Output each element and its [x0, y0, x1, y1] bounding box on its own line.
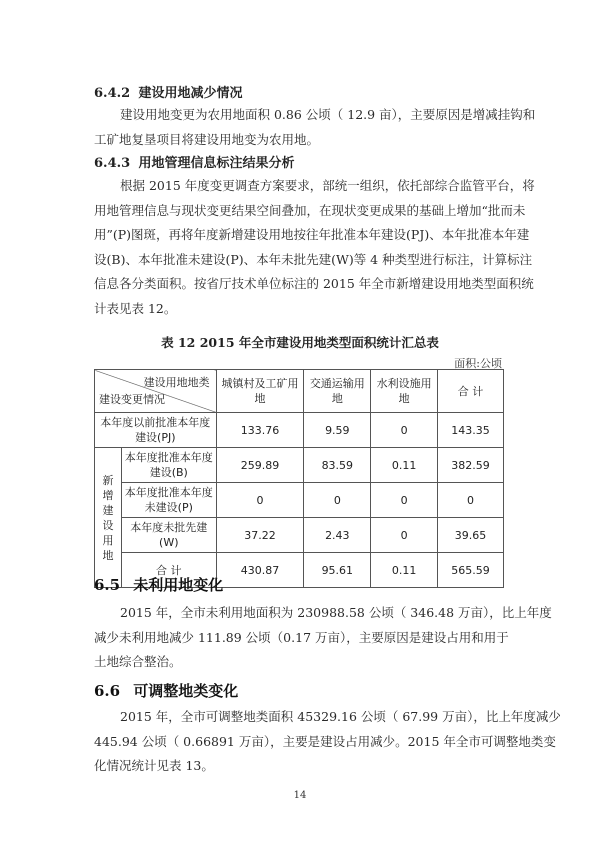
text-line: 化情况统计见表 13。 [94, 758, 214, 773]
page-number: 14 [293, 790, 307, 801]
section-number: 6.5 [94, 576, 121, 594]
table-cell: 143.35 [438, 413, 504, 448]
text-line: 用地管理信息与现状变更结果空间叠加，在现状变更成果的基础上增加“批而未 [94, 202, 526, 218]
table-row [95, 518, 504, 553]
text-line: 2015 年，全市未利用地面积为 230988.58 公顷（ 346.48 万亩），比上年度 [120, 605, 552, 620]
statistics-table [94, 369, 504, 588]
table-cell: 259.89 [216, 448, 304, 483]
row-label: 本年度批准本年度建设(B) [121, 448, 216, 483]
text-line: 工矿地复垦项目将建设用地变为农用地。 [94, 131, 320, 147]
table-header-row [95, 370, 504, 413]
section-title: 可调整地类变化 [133, 682, 239, 700]
table-row [95, 448, 504, 483]
paragraph-6-5 [94, 601, 552, 675]
paragraph-6-4-2 [94, 103, 536, 152]
table-cell: 0.11 [371, 448, 438, 483]
table-cell: 0.11 [371, 553, 438, 588]
column-header: 合 计 [438, 370, 504, 413]
column-header: 交通运输用地 [304, 370, 371, 413]
diagonal-header-top: 建设用地地类 [143, 376, 210, 389]
text-line: 用”(P)图斑，再将年度新增建设用地按往年批准本年建设(PJ)、本年批准本年建 [94, 227, 530, 242]
section-heading-6-4-2 [94, 82, 243, 101]
text-line: 信息各分类面积。按省厅技术单位标注的 2015 年全市新增建设用地类型面积统 [94, 276, 534, 291]
text-line: 2015 年，全市可调整地类面积 45329.16 公顷（ 67.99 万亩），比上年度减少 [120, 709, 561, 724]
section-number: 6.4.3 [94, 156, 131, 171]
table-cell: 0 [304, 483, 371, 518]
section-title: 用地管理信息标注结果分析 [138, 156, 295, 171]
table-cell: 0 [438, 483, 504, 518]
paragraph-6-4-3 [94, 174, 535, 321]
text-line: 建设用地变更为农用地面积 0.86 公顷（ 12.9 亩），主要原因是增减挂钩和 [120, 107, 536, 122]
text-line: 土地综合整治。 [94, 654, 182, 669]
text-line: 445.94 公顷（ 0.66891 万亩），主要是建设占用减少。2015 年全市可调整地类变 [94, 733, 556, 749]
table-cell: 95.61 [304, 553, 371, 588]
table-cell: 430.87 [216, 553, 304, 588]
section-title: 建设用地减少情况 [138, 86, 243, 101]
table-cell: 382.59 [438, 448, 504, 483]
table-cell: 565.59 [438, 553, 504, 588]
row-label: 本年度未批先建(W) [121, 518, 216, 553]
table-cell: 37.22 [216, 518, 304, 553]
table-row [95, 413, 504, 448]
text-line: 根据 2015 年度变更调查方案要求，部统一组织，依托部综合监管平台，将 [120, 178, 535, 193]
section-heading-6-5 [94, 574, 223, 595]
row-label: 本年度以前批准本年度建设(PJ) [95, 413, 217, 448]
table-unit: 面积:公顷 [454, 357, 502, 370]
table-cell: 0 [216, 483, 304, 518]
row-label: 合 计 [121, 553, 216, 588]
table-cell: 83.59 [304, 448, 371, 483]
table-cell: 0 [371, 518, 438, 553]
table-cell: 2.43 [304, 518, 371, 553]
section-number: 6.6 [94, 682, 121, 700]
row-label: 本年度批准本年度未建设(P) [121, 483, 216, 518]
table-cell: 0 [371, 483, 438, 518]
column-header: 水利设施用地 [371, 370, 438, 413]
column-header: 城镇村及工矿用地 [216, 370, 304, 413]
text-line: 计表见表 12。 [94, 300, 177, 316]
table-cell: 9.59 [304, 413, 371, 448]
section-heading-6-4-3 [94, 152, 295, 171]
section-title: 未利用地变化 [133, 576, 224, 594]
text-line: 设(B)、本年批准未建设(P)、本年未批先建(W)等 4 种类型进行标注，计算标注 [94, 251, 533, 267]
table-caption: 表 12 2015 年全市建设用地类型面积统计汇总表 [161, 335, 439, 350]
table-row [95, 483, 504, 518]
diagonal-header-bottom: 建设变更情况 [99, 393, 165, 406]
paragraph-6-6 [94, 705, 561, 779]
group-label: 新增建设用地 [95, 448, 122, 588]
section-heading-6-6 [94, 680, 238, 701]
text-line: 减少未利用地减少 111.89 公顷（0.17 万亩），主要原因是建设占用和用于 [94, 629, 509, 645]
table-cell: 133.76 [216, 413, 304, 448]
diagonal-header-cell [95, 370, 217, 413]
table-cell: 0 [371, 413, 438, 448]
table-cell: 39.65 [438, 518, 504, 553]
section-number: 6.4.2 [94, 86, 131, 101]
